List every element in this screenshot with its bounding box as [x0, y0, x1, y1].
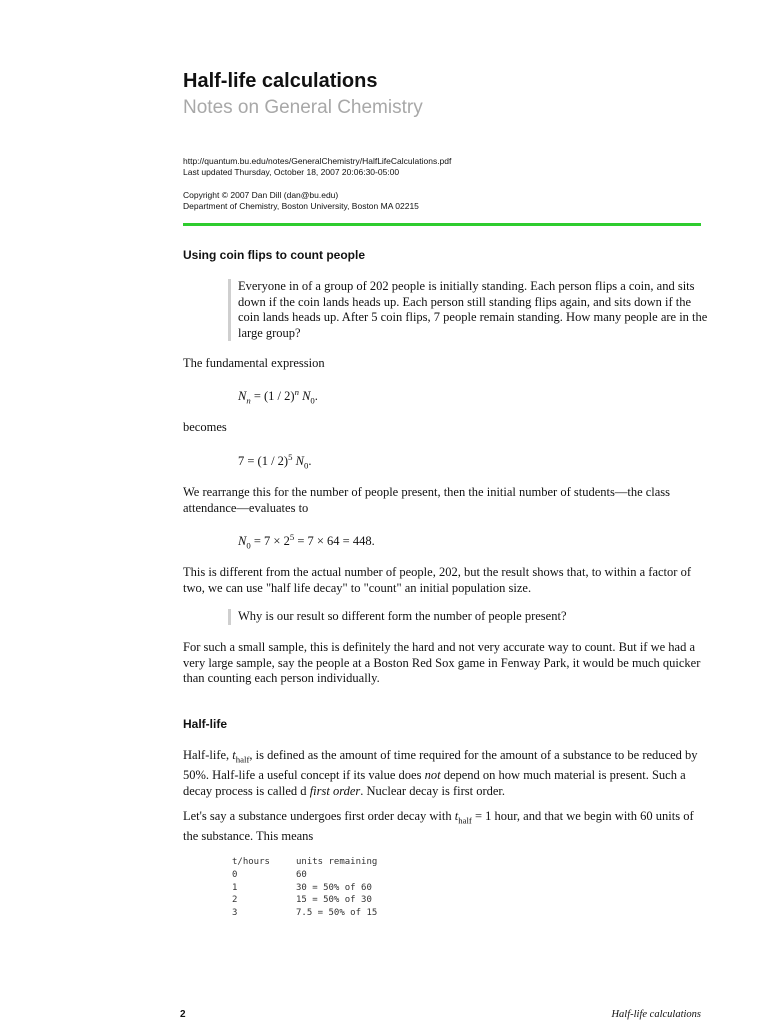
eq3-lhs-sub: 0 — [246, 540, 251, 551]
eq2-rhs-sub: 0 — [303, 460, 309, 471]
p2-text-b: = 1 hour, and that we begin with 60 units of the substance. This means — [183, 809, 694, 843]
table-cell: 7.5 = 50% of 15 — [296, 908, 378, 919]
eq1-rhs: N — [298, 389, 311, 404]
table-cell: 0 — [232, 869, 238, 880]
p1-t-sub: half — [235, 754, 250, 765]
question-quote: Why is our result so different form the number of people present? — [228, 609, 711, 625]
table-cell: 1 — [232, 882, 238, 893]
doc-title: Half-life calculations — [183, 70, 378, 92]
eq1-mid: = (1 / 2) — [250, 389, 295, 404]
section-heading-coin-flips: Using coin flips to count people — [183, 248, 365, 262]
table-row — [232, 882, 377, 895]
paragraph-rearrange: We rearrange this for the number of people present, then the initial number of students—the class attendance—evaluates to — [183, 485, 671, 515]
header-divider — [183, 223, 701, 226]
table-cell: 30 = 50% of 60 — [296, 882, 372, 893]
table-cell: 3 — [232, 908, 238, 919]
eq3-rhs: = 7 × 64 = 448. — [294, 534, 375, 549]
table-row — [232, 907, 377, 920]
eq1-lhs-sub: n — [246, 395, 251, 406]
eq3-exp: 5 — [289, 532, 295, 542]
eq1-exp: n — [294, 387, 299, 397]
eq1-rhs-sub: 0 — [310, 395, 315, 406]
problem-quote: Everyone in of a group of 202 people is initially standing. Each person flips a coin, and sits down if the coin lands heads up. Each person still standing flips again, and sits down if the coin lands heads up. After 5 coin flips, 7 people remain standing. How many people are in the large group? — [228, 279, 711, 341]
table-header-time: t/hours — [232, 857, 270, 867]
p2-t-symbol: t — [454, 809, 459, 823]
p1-text-b: , is defined as the amount of time required for the amount of a substance to be reduced by 50%. Half-life a useful concept if its value does — [183, 748, 698, 782]
doc-updated: Last updated Thursday, October 18, 2007 20:06:30-05:00 — [183, 167, 400, 177]
paragraph-fundamental: The fundamental expression — [183, 356, 325, 370]
equation-substituted — [238, 452, 311, 471]
table-row — [232, 894, 377, 907]
table-cell: 60 — [296, 869, 307, 880]
section-heading-half-life: Half-life — [183, 717, 228, 731]
p1-not-emphasis: not — [424, 768, 441, 782]
table-header-row — [232, 856, 377, 869]
eq2-rhs: N — [292, 454, 304, 469]
paragraph-difference: This is different from the actual number of people, 202, but the result shows that, to within a factor of two, we can use "half life decay" to "count" an initial population size. — [183, 565, 691, 595]
p1-t-symbol: t — [232, 748, 236, 762]
paragraph-example-setup — [183, 809, 701, 845]
table-header-units: units remaining — [296, 857, 378, 867]
paragraph-becomes: becomes — [183, 420, 227, 434]
doc-subtitle: Notes on General Chemistry — [183, 97, 423, 118]
doc-url: http://quantum.bu.edu/notes/GeneralChemistry/HalfLifeCalculations.pdf — [183, 156, 452, 166]
table-cell: 15 = 50% of 30 — [296, 895, 372, 906]
eq3-mid: = 7 × 2 — [250, 534, 290, 549]
doc-copyright: Copyright © 2007 Dan Dill (dan@bu.edu) — [183, 190, 339, 200]
p1-text-c: depend on how much material is present. Such a decay process is called d — [183, 768, 686, 798]
p1-text-d: . Nuclear decay is first order. — [360, 783, 506, 798]
eq3-lhs: N — [238, 534, 247, 549]
eq2-end: . — [308, 454, 312, 469]
doc-copyright-block — [183, 190, 419, 212]
eq2-lhs: 7 = (1 / 2) — [238, 454, 289, 469]
page-number: 2 — [180, 1009, 186, 1020]
doc-department: Department of Chemistry, Boston University, Boston MA 02215 — [183, 201, 419, 211]
p2-text-a: Let's say a substance undergoes first order decay with — [183, 809, 455, 823]
running-title: Half-life calculations — [611, 1009, 701, 1020]
decay-table — [232, 856, 377, 920]
p1-text-a: Half-life, — [183, 748, 233, 762]
table-row — [232, 869, 377, 882]
eq1-lhs: N — [238, 389, 247, 404]
paragraph-half-life-definition — [183, 748, 701, 799]
equation-fundamental — [238, 387, 318, 406]
table-cell: 2 — [232, 895, 238, 906]
eq2-exp: 5 — [288, 452, 293, 462]
equation-result — [238, 532, 375, 551]
eq1-end: . — [314, 389, 318, 404]
p1-first-order: first order — [309, 783, 361, 798]
doc-url-block — [183, 156, 451, 178]
p2-t-sub: half — [458, 815, 472, 826]
paragraph-small-sample: For such a small sample, this is definitely the hard and not very accurate way to count. But if we had a very large sample, say the people at a Boston Red Sox game in Fenway Park, it would be much quicker than counting each person individually. — [183, 640, 701, 685]
